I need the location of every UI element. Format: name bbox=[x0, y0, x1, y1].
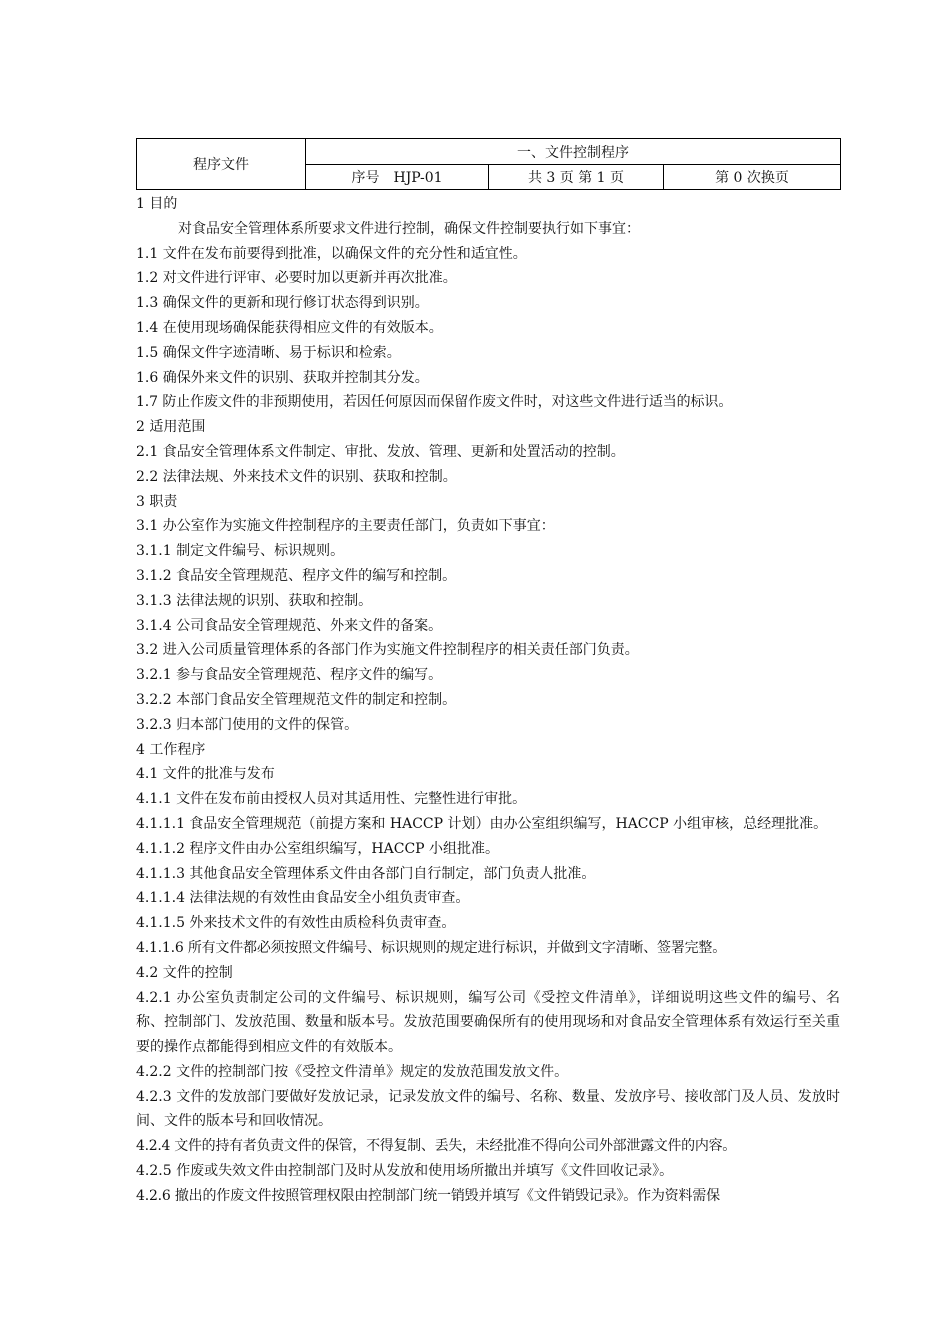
clause: 4.2.3 文件的发放部门要做好发放记录，记录发放文件的编号、名称、数量、发放序号、接收部门及人员、发放时间、文件的版本号和回收情况。 bbox=[136, 1088, 840, 1130]
clause: 4.1.1.5 外来技术文件的有效性由质检科负责审查。 bbox=[136, 915, 456, 932]
clause: 4.1.1.4 法律法规的有效性由食品安全小组负责审查。 bbox=[136, 890, 470, 907]
clause: 1.4 在使用现场确保能获得相应文件的有效版本。 bbox=[136, 319, 443, 336]
clause: 4.1.1.6 所有文件都必须按照文件编号、标识规则的规定进行标识，并做到文字清晰、签署完整。 bbox=[136, 939, 727, 956]
clause: 2.2 法律法规、外来技术文件的识别、获取和控制。 bbox=[136, 468, 457, 485]
clause: 3.2.2 本部门食品安全管理规范文件的制定和控制。 bbox=[136, 691, 457, 708]
subsection-heading: 4.1 文件的批准与发布 bbox=[136, 766, 275, 783]
clause: 4.1.1.2 程序文件由办公室组织编写，HACCP 小组批准。 bbox=[136, 840, 500, 857]
revision-cell: 第 0 次换页 bbox=[664, 165, 841, 190]
clause: 1.5 确保文件字迹清晰、易于标识和检索。 bbox=[136, 344, 401, 361]
clause: 3.1.1 制定文件编号、标识规则。 bbox=[136, 543, 345, 560]
clause: 4.2.5 作废或失效文件由控制部门及时从发放和使用场所撤出并填写《文件回收记录》。 bbox=[136, 1163, 674, 1180]
clause: 1.3 确保文件的更新和现行修订状态得到识别。 bbox=[136, 295, 429, 312]
serial-number-cell: 序号 HJP-01 bbox=[306, 165, 489, 190]
section-heading: 4 工作程序 bbox=[136, 741, 206, 758]
paragraph: 对食品安全管理体系所要求文件进行控制，确保文件控制要执行如下事宜： bbox=[178, 220, 640, 237]
clause: 4.2.2 文件的控制部门按《受控文件清单》规定的发放范围发放文件。 bbox=[136, 1063, 569, 1080]
section-heading: 2 适用范围 bbox=[136, 419, 206, 436]
clause: 3.2.1 参与食品安全管理规范、程序文件的编写。 bbox=[136, 667, 443, 684]
doc-title-cell: 一、文件控制程序 bbox=[306, 139, 841, 165]
document-body bbox=[136, 192, 840, 1209]
clause: 1.1 文件在发布前要得到批准，以确保文件的充分性和适宜性。 bbox=[136, 245, 527, 262]
document-header-table bbox=[136, 138, 841, 190]
doc-type-cell: 程序文件 bbox=[137, 139, 306, 190]
clause: 1.2 对文件进行评审、必要时加以更新并再次批准。 bbox=[136, 270, 457, 287]
clause: 3.2.3 归本部门使用的文件的保管。 bbox=[136, 716, 359, 733]
clause: 3.1.3 法律法规的识别、获取和控制。 bbox=[136, 592, 373, 609]
clause: 4.1.1 文件在发布前由授权人员对其适用性、完整性进行审批。 bbox=[136, 791, 527, 808]
clause: 4.2.6 撤出的作废文件按照管理权限由控制部门统一销毁并填写《文件销毁记录》。作为资料需保 bbox=[136, 1187, 720, 1204]
page-count-cell: 共 3 页 第 1 页 bbox=[489, 165, 664, 190]
clause: 1.7 防止作废文件的非预期使用，若因任何原因而保留作废文件时，对这些文件进行适当的标识。 bbox=[136, 394, 733, 411]
clause: 1.6 确保外来文件的识别、获取并控制其分发。 bbox=[136, 369, 429, 386]
clause: 3.2 进入公司质量管理体系的各部门作为实施文件控制程序的相关责任部门负责。 bbox=[136, 642, 639, 659]
clause: 3.1.2 食品安全管理规范、程序文件的编写和控制。 bbox=[136, 567, 457, 584]
clause: 3.1.4 公司食品安全管理规范、外来文件的备案。 bbox=[136, 617, 443, 634]
clause: 4.2.1 办公室负责制定公司的文件编号、标识规则，编写公司《受控文件清单》，详细说明这些文件的编号、名称、控制部门、发放范围、数量和版本号。发放范围要确保所有的使用现场和对食品安全管理体系有效运行至关重要的操作点都能得到相应文件的有效版本。 bbox=[136, 989, 840, 1056]
clause: 2.1 食品安全管理体系文件制定、审批、发放、管理、更新和处置活动的控制。 bbox=[136, 443, 625, 460]
clause: 4.1.1.1 食品安全管理规范（前提方案和 HACCP 计划）由办公室组织编写，HACCP 小组审核，总经理批准。 bbox=[136, 815, 828, 832]
section-heading: 1 目的 bbox=[136, 196, 178, 212]
clause: 4.1.1.3 其他食品安全管理体系文件由各部门自行制定，部门负责人批准。 bbox=[136, 865, 596, 882]
clause: 4.2.4 文件的持有者负责文件的保管，不得复制、丢失，未经批准不得向公司外部泄露文件的内容。 bbox=[136, 1138, 736, 1155]
section-heading: 3 职责 bbox=[136, 493, 178, 510]
subsection-heading: 4.2 文件的控制 bbox=[136, 964, 233, 981]
clause: 3.1 办公室作为实施文件控制程序的主要责任部门，负责如下事宜： bbox=[136, 518, 555, 535]
